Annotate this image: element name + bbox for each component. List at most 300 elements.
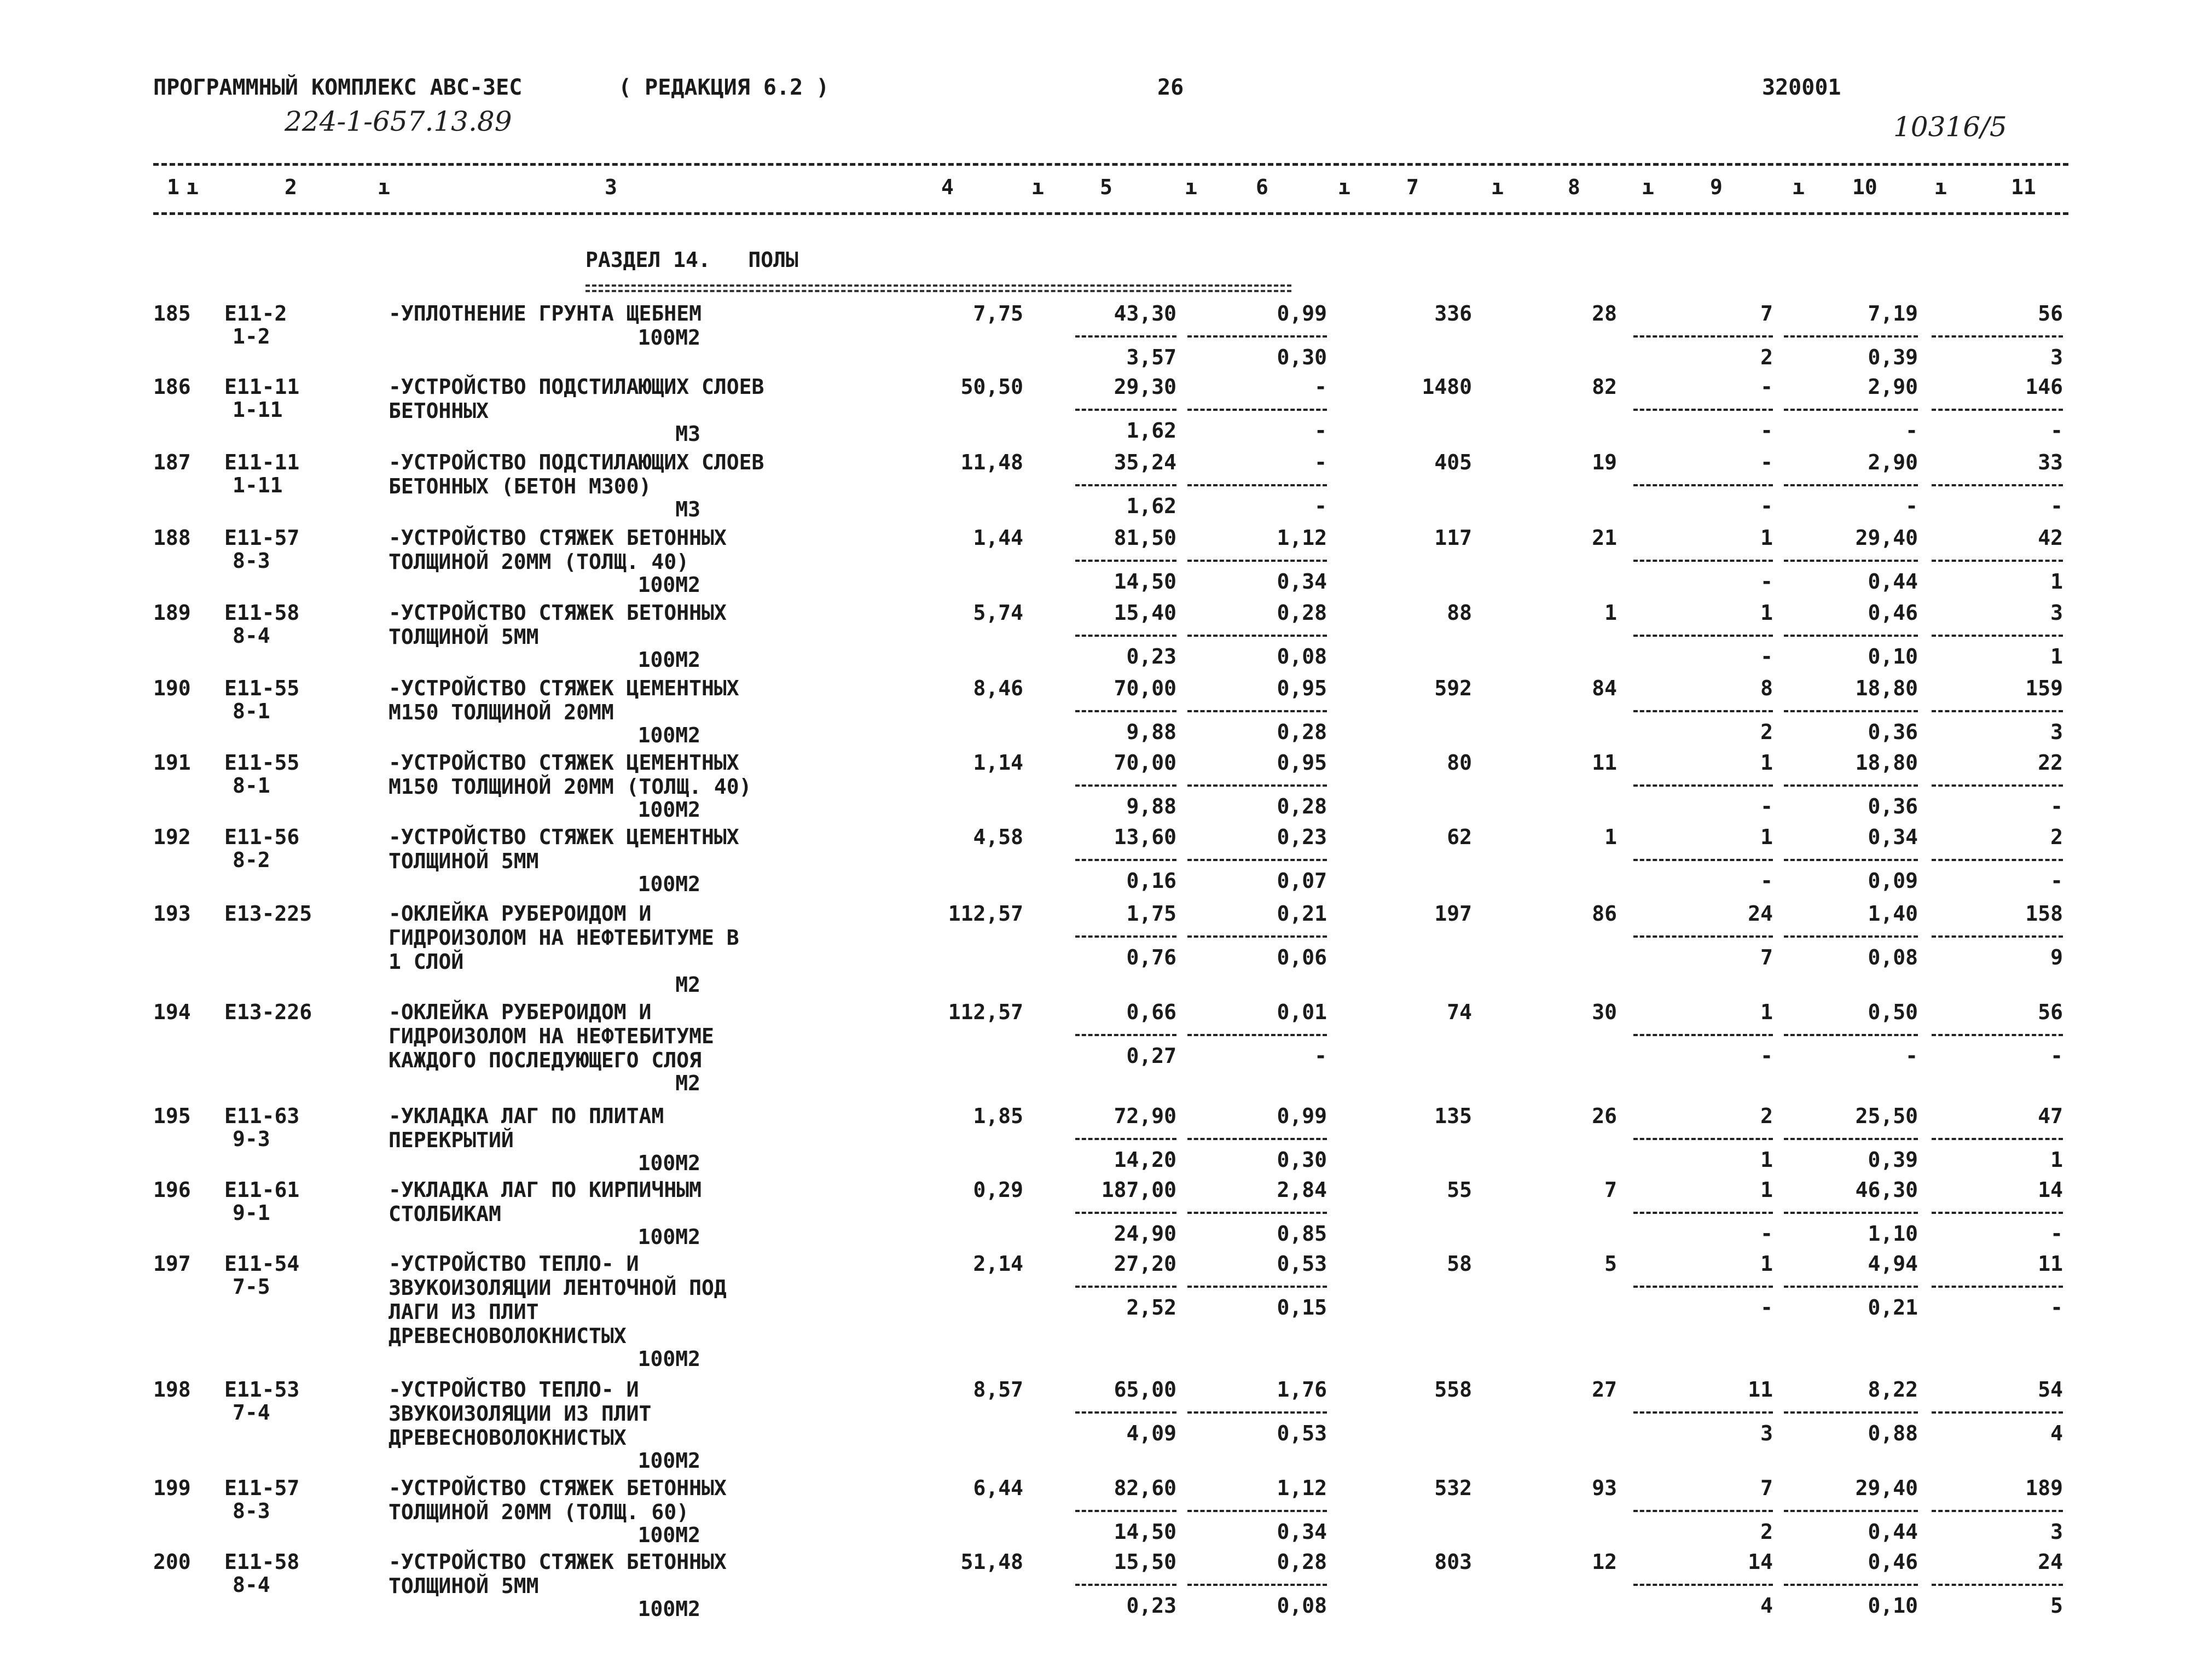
quantity-value: 1,44: [973, 526, 1023, 550]
edition-label: ( РЕДАКЦИЯ 6.2 ): [618, 75, 830, 100]
quantity-value: 8,46: [973, 676, 1023, 700]
machine-cost-value: 0,01: [1277, 1000, 1327, 1024]
col9-sub-value: -: [1760, 494, 1773, 518]
unit-of-measure: 100М2: [637, 573, 700, 597]
machine-wage-value: 0,15: [1277, 1295, 1327, 1319]
col11-sub-value: 1: [2050, 1148, 2063, 1172]
quantity-value: 50,50: [960, 375, 1023, 399]
machine-cost-value: 0,28: [1277, 1550, 1327, 1574]
handwritten-project-number: 224-1-657.13.89: [285, 106, 512, 137]
machine-cost-value: 0,95: [1277, 751, 1327, 775]
norm-subcode: 9-3: [233, 1127, 270, 1151]
col11-value: 146: [2025, 375, 2063, 399]
column-divider: ı: [378, 175, 390, 199]
unit-of-measure: М3: [675, 497, 700, 521]
unit-cost-value: 27,20: [1114, 1252, 1176, 1276]
col10-value: 2,90: [1868, 375, 1918, 399]
row-number: 188: [153, 526, 191, 550]
work-description: ГИДРОИЗОЛОМ НА НЕФТЕБИТУМЕ: [389, 1024, 714, 1048]
unit-cost-value: 35,24: [1114, 450, 1176, 474]
col10-value: 7,19: [1868, 301, 1918, 325]
total-cost-value: 117: [1434, 526, 1472, 550]
col9-value: 2: [1760, 1104, 1773, 1128]
unit-wage-value: 0,27: [1126, 1044, 1176, 1068]
work-description: ДРЕВЕСНОВОЛОКНИСТЫХ: [389, 1324, 627, 1348]
unit-wage-value: 0,23: [1126, 644, 1176, 668]
col9-separator: [1633, 409, 1773, 411]
col10-separator: [1784, 335, 1918, 338]
col9-separator: [1633, 710, 1773, 712]
norm-code: Е11-55: [224, 751, 300, 775]
unit-cost-value: 70,00: [1114, 676, 1176, 700]
machine-wage-value: -: [1314, 418, 1327, 443]
col11-value: 47: [2038, 1104, 2063, 1128]
col10-separator: [1784, 1411, 1918, 1414]
col11-separator: [1932, 409, 2063, 411]
unit-wage-value: 4,09: [1126, 1421, 1176, 1445]
norm-code: Е11-11: [224, 450, 300, 474]
unit-wage-value: 0,23: [1126, 1594, 1176, 1618]
col10-sub-value: -: [1905, 494, 1918, 518]
col9-sub-value: -: [1760, 869, 1773, 893]
col11-separator: [1932, 784, 2063, 787]
col5-separator: [1075, 1411, 1176, 1414]
col11-value: 22: [2038, 751, 2063, 775]
col5-separator: [1075, 335, 1176, 338]
column-header-4: 4: [941, 175, 954, 199]
unit-of-measure: М2: [675, 1071, 700, 1095]
col11-separator: [1932, 560, 2063, 562]
quantity-value: 4,58: [973, 825, 1023, 849]
col5-separator: [1075, 1034, 1176, 1036]
row-number: 196: [153, 1178, 191, 1202]
total-cost-value: 74: [1447, 1000, 1472, 1024]
col8-value: 93: [1592, 1476, 1617, 1500]
unit-cost-value: 70,00: [1114, 751, 1176, 775]
work-description: БЕТОННЫХ (БЕТОН М300): [389, 474, 652, 498]
machine-cost-value: 0,23: [1277, 825, 1327, 849]
handwritten-sheet-number: 10316/5: [1893, 111, 2007, 143]
row-number: 187: [153, 450, 191, 474]
col11-value: 54: [2038, 1377, 2063, 1402]
machine-wage-value: 0,34: [1277, 569, 1327, 594]
work-description: -УСТРОЙСТВО СТЯЖЕК БЕТОННЫХ: [389, 1476, 727, 1500]
col10-sub-value: 0,39: [1868, 1148, 1918, 1172]
work-description: -УКЛАДКА ЛАГ ПО ПЛИТАМ: [389, 1104, 664, 1128]
col8-value: 26: [1592, 1104, 1617, 1128]
row-number: 193: [153, 902, 191, 926]
work-description: -УСТРОЙСТВО ПОДСТИЛАЮЩИХ СЛОЕВ: [389, 450, 764, 474]
col11-sub-value: 1: [2050, 569, 2063, 594]
column-header-6: 6: [1256, 175, 1268, 199]
col10-separator: [1784, 935, 1918, 938]
col8-value: 84: [1592, 676, 1617, 700]
unit-wage-value: 9,88: [1126, 794, 1176, 818]
col11-sub-value: -: [2050, 794, 2063, 818]
col10-value: 46,30: [1855, 1178, 1918, 1202]
col11-value: 158: [2025, 902, 2063, 926]
col10-sub-value: -: [1905, 418, 1918, 443]
col11-sub-value: -: [2050, 1295, 2063, 1319]
col5-separator: [1075, 1212, 1176, 1214]
section-double-rule-2: [586, 290, 1291, 292]
col10-sub-value: 0,36: [1868, 720, 1918, 744]
header-top-rule: [153, 163, 2068, 166]
norm-code: Е11-54: [224, 1252, 300, 1276]
unit-wage-value: 9,88: [1126, 720, 1176, 744]
work-description: -УКЛАДКА ЛАГ ПО КИРПИЧНЫМ: [389, 1178, 702, 1202]
row-number: 191: [153, 751, 191, 775]
col9-separator: [1633, 560, 1773, 562]
col5-separator: [1075, 710, 1176, 712]
col11-separator: [1932, 1034, 2063, 1036]
col10-value: 29,40: [1855, 526, 1918, 550]
norm-subcode: 8-1: [233, 774, 270, 798]
col9-sub-value: 4: [1760, 1594, 1773, 1618]
col9-value: 1: [1760, 751, 1773, 775]
unit-of-measure: 100М2: [637, 1347, 700, 1371]
col10-separator: [1784, 859, 1918, 861]
page-number: 26: [1157, 75, 1184, 100]
col6-separator: [1187, 784, 1327, 787]
norm-subcode: 8-3: [233, 1499, 270, 1523]
machine-cost-value: 0,28: [1277, 601, 1327, 625]
col5-separator: [1075, 635, 1176, 637]
col10-separator: [1784, 1510, 1918, 1512]
machine-cost-value: -: [1314, 375, 1327, 399]
column-divider: ı: [1338, 175, 1350, 199]
col11-sub-value: 5: [2050, 1594, 2063, 1618]
column-divider: ı: [1934, 175, 1947, 199]
row-number: 189: [153, 601, 191, 625]
machine-cost-value: 0,99: [1277, 301, 1327, 325]
row-number: 186: [153, 375, 191, 399]
col11-separator: [1932, 484, 2063, 486]
col11-sub-value: 1: [2050, 644, 2063, 668]
col11-sub-value: 3: [2050, 1520, 2063, 1544]
col10-sub-value: 0,88: [1868, 1421, 1918, 1445]
machine-wage-value: 0,08: [1277, 644, 1327, 668]
column-header-1: 1: [167, 175, 179, 199]
unit-of-measure: М2: [675, 973, 700, 997]
work-description: ЛАГИ ИЗ ПЛИТ: [389, 1300, 539, 1324]
unit-of-measure: 100М2: [637, 325, 700, 350]
col9-value: 8: [1760, 676, 1773, 700]
column-divider: ı: [1491, 175, 1504, 199]
unit-of-measure: М3: [675, 422, 700, 446]
work-description: -УСТРОЙСТВО ТЕПЛО- И: [389, 1252, 639, 1276]
norm-subcode: 9-1: [233, 1201, 270, 1225]
unit-cost-value: 29,30: [1114, 375, 1176, 399]
unit-cost-value: 1,75: [1126, 902, 1176, 926]
unit-of-measure: 100М2: [637, 1151, 700, 1175]
document-code: 320001: [1762, 75, 1841, 100]
col9-separator: [1633, 935, 1773, 938]
norm-code: Е11-58: [224, 1550, 300, 1574]
col6-separator: [1187, 1212, 1327, 1214]
total-cost-value: 135: [1434, 1104, 1472, 1128]
col10-sub-value: 0,10: [1868, 1594, 1918, 1618]
col9-value: 7: [1760, 1476, 1773, 1500]
unit-cost-value: 65,00: [1114, 1377, 1176, 1402]
col11-value: 11: [2038, 1252, 2063, 1276]
quantity-value: 1,14: [973, 751, 1023, 775]
col10-separator: [1784, 635, 1918, 637]
col5-separator: [1075, 784, 1176, 787]
col10-sub-value: 0,44: [1868, 569, 1918, 594]
norm-code: Е13-225: [224, 902, 312, 926]
col9-sub-value: -: [1760, 418, 1773, 443]
col8-value: 12: [1592, 1550, 1617, 1574]
total-cost-value: 336: [1434, 301, 1472, 325]
norm-subcode: 8-4: [233, 1573, 270, 1597]
col6-separator: [1187, 1286, 1327, 1288]
col11-sub-value: -: [2050, 869, 2063, 893]
section-double-rule: [586, 284, 1291, 287]
column-header-9: 9: [1710, 175, 1723, 199]
work-description: ЗВУКОИЗОЛЯЦИИ ЛЕНТОЧНОЙ ПОД: [389, 1276, 727, 1300]
machine-wage-value: 0,06: [1277, 945, 1327, 969]
header-bottom-rule: [153, 212, 2068, 215]
work-description: -ОКЛЕЙКА РУБЕРОИДОМ И: [389, 902, 652, 926]
machine-wage-value: 0,08: [1277, 1594, 1327, 1618]
col9-value: -: [1760, 450, 1773, 474]
col9-separator: [1633, 1510, 1773, 1512]
col8-value: 86: [1592, 902, 1617, 926]
unit-wage-value: 2,52: [1126, 1295, 1176, 1319]
row-number: 192: [153, 825, 191, 849]
machine-wage-value: -: [1314, 494, 1327, 518]
norm-code: Е11-58: [224, 601, 300, 625]
norm-code: Е11-11: [224, 375, 300, 399]
machine-cost-value: 1,76: [1277, 1377, 1327, 1402]
col8-value: 5: [1604, 1252, 1617, 1276]
work-description: 1 СЛОЙ: [389, 950, 464, 974]
col11-value: 2: [2050, 825, 2063, 849]
col9-value: 24: [1748, 902, 1773, 926]
norm-code: Е11-55: [224, 676, 300, 700]
machine-cost-value: 0,99: [1277, 1104, 1327, 1128]
col6-separator: [1187, 1584, 1327, 1586]
work-description: -УСТРОЙСТВО СТЯЖЕК БЕТОННЫХ: [389, 526, 727, 550]
unit-wage-value: 24,90: [1114, 1222, 1176, 1246]
col6-separator: [1187, 1138, 1327, 1140]
work-description: -УСТРОЙСТВО СТЯЖЕК ЦЕМЕНТНЫХ: [389, 751, 739, 775]
unit-wage-value: 1,62: [1126, 418, 1176, 443]
col11-sub-value: -: [2050, 1044, 2063, 1068]
col9-value: 1: [1760, 1252, 1773, 1276]
column-divider: ı: [1642, 175, 1654, 199]
col11-separator: [1932, 1584, 2063, 1586]
col11-value: 24: [2038, 1550, 2063, 1574]
col11-value: 14: [2038, 1178, 2063, 1202]
unit-cost-value: 15,40: [1114, 601, 1176, 625]
col6-separator: [1187, 484, 1327, 486]
work-description: ПЕРЕКРЫТИЙ: [389, 1128, 514, 1152]
quantity-value: 5,74: [973, 601, 1023, 625]
work-description: СТОЛБИКАМ: [389, 1202, 501, 1226]
column-divider: ı: [1185, 175, 1197, 199]
row-number: 200: [153, 1550, 191, 1574]
total-cost-value: 405: [1434, 450, 1472, 474]
col9-separator: [1633, 1584, 1773, 1586]
column-divider: ı: [186, 175, 199, 199]
col8-value: 30: [1592, 1000, 1617, 1024]
total-cost-value: 80: [1447, 751, 1472, 775]
col8-value: 21: [1592, 526, 1617, 550]
quantity-value: 51,48: [960, 1550, 1023, 1574]
col10-sub-value: 0,09: [1868, 869, 1918, 893]
unit-cost-value: 0,66: [1126, 1000, 1176, 1024]
quantity-value: 7,75: [973, 301, 1023, 325]
col10-separator: [1784, 1584, 1918, 1586]
unit-wage-value: 14,20: [1114, 1148, 1176, 1172]
unit-cost-value: 43,30: [1114, 301, 1176, 325]
work-description: ТОЛЩИНОЙ 20ММ (ТОЛЩ. 40): [389, 550, 689, 574]
norm-subcode: 1-11: [233, 473, 283, 497]
work-description: КАЖДОГО ПОСЛЕДУЮЩЕГО СЛОЯ: [389, 1048, 702, 1072]
col11-sub-value: 9: [2050, 945, 2063, 969]
norm-subcode: 7-5: [233, 1275, 270, 1299]
unit-of-measure: 100М2: [637, 1597, 700, 1621]
norm-subcode: 8-4: [233, 624, 270, 648]
unit-cost-value: 15,50: [1114, 1550, 1176, 1574]
col11-separator: [1932, 859, 2063, 861]
col11-separator: [1932, 635, 2063, 637]
col9-sub-value: -: [1760, 794, 1773, 818]
col10-separator: [1784, 1286, 1918, 1288]
work-description: ГИДРОИЗОЛОМ НА НЕФТЕБИТУМЕ В: [389, 926, 739, 950]
col10-separator: [1784, 1138, 1918, 1140]
unit-of-measure: 100М2: [637, 723, 700, 747]
col6-separator: [1187, 935, 1327, 938]
quantity-value: 112,57: [948, 1000, 1023, 1024]
col9-sub-value: 3: [1760, 1421, 1773, 1445]
col9-value: 11: [1748, 1377, 1773, 1402]
col9-sub-value: 1: [1760, 1148, 1773, 1172]
machine-wage-value: 0,85: [1277, 1222, 1327, 1246]
col8-value: 27: [1592, 1377, 1617, 1402]
row-number: 195: [153, 1104, 191, 1128]
column-header-10: 10: [1852, 175, 1877, 199]
unit-of-measure: 100М2: [637, 1225, 700, 1249]
col11-value: 3: [2050, 601, 2063, 625]
col10-value: 29,40: [1855, 1476, 1918, 1500]
unit-wage-value: 14,50: [1114, 1520, 1176, 1544]
quantity-value: 8,57: [973, 1377, 1023, 1402]
unit-wage-value: 1,62: [1126, 494, 1176, 518]
quantity-value: 6,44: [973, 1476, 1023, 1500]
col9-separator: [1633, 1411, 1773, 1414]
col9-sub-value: -: [1760, 1222, 1773, 1246]
col9-sub-value: 2: [1760, 345, 1773, 369]
norm-code: Е11-53: [224, 1377, 300, 1402]
unit-wage-value: 3,57: [1126, 345, 1176, 369]
work-description: -УСТРОЙСТВО ПОДСТИЛАЮЩИХ СЛОЕВ: [389, 375, 764, 399]
norm-subcode: 1-2: [233, 324, 270, 348]
col10-separator: [1784, 560, 1918, 562]
total-cost-value: 532: [1434, 1476, 1472, 1500]
unit-of-measure: 100М2: [637, 798, 700, 822]
quantity-value: 1,85: [973, 1104, 1023, 1128]
work-description: -УСТРОЙСТВО СТЯЖЕК БЕТОННЫХ: [389, 601, 727, 625]
col9-separator: [1633, 859, 1773, 861]
col10-value: 0,50: [1868, 1000, 1918, 1024]
column-header-3: 3: [605, 175, 617, 199]
norm-code: Е11-57: [224, 1476, 300, 1500]
col9-value: 1: [1760, 1000, 1773, 1024]
col9-separator: [1633, 1212, 1773, 1214]
work-description: М150 ТОЛЩИНОЙ 20ММ: [389, 700, 614, 724]
column-divider: ı: [1031, 175, 1044, 199]
col8-value: 28: [1592, 301, 1617, 325]
total-cost-value: 558: [1434, 1377, 1472, 1402]
col9-sub-value: -: [1760, 1295, 1773, 1319]
col11-sub-value: -: [2050, 418, 2063, 443]
col6-separator: [1187, 335, 1327, 338]
column-header-8: 8: [1568, 175, 1580, 199]
col11-sub-value: -: [2050, 494, 2063, 518]
col11-separator: [1932, 1411, 2063, 1414]
col9-separator: [1633, 1034, 1773, 1036]
column-header-11: 11: [2011, 175, 2036, 199]
work-description: -УСТРОЙСТВО СТЯЖЕК БЕТОННЫХ: [389, 1550, 727, 1574]
machine-wage-value: 0,30: [1277, 345, 1327, 369]
col9-separator: [1633, 784, 1773, 787]
total-cost-value: 55: [1447, 1178, 1472, 1202]
col5-separator: [1075, 1584, 1176, 1586]
col10-separator: [1784, 409, 1918, 411]
col10-sub-value: 0,08: [1868, 945, 1918, 969]
col5-separator: [1075, 1510, 1176, 1512]
col9-value: 1: [1760, 1178, 1773, 1202]
norm-code: Е13-226: [224, 1000, 312, 1024]
machine-cost-value: 0,95: [1277, 676, 1327, 700]
col9-value: -: [1760, 375, 1773, 399]
work-description: -УСТРОЙСТВО СТЯЖЕК ЦЕМЕНТНЫХ: [389, 825, 739, 849]
unit-wage-value: 0,76: [1126, 945, 1176, 969]
section-title: РАЗДЕЛ 14. ПОЛЫ: [586, 248, 798, 272]
col9-separator: [1633, 1138, 1773, 1140]
row-number: 198: [153, 1377, 191, 1402]
row-number: 190: [153, 676, 191, 700]
total-cost-value: 62: [1447, 825, 1472, 849]
row-number: 185: [153, 301, 191, 325]
col10-separator: [1784, 1034, 1918, 1036]
unit-cost-value: 13,60: [1114, 825, 1176, 849]
quantity-value: 11,48: [960, 450, 1023, 474]
col11-sub-value: 3: [2050, 345, 2063, 369]
col11-value: 56: [2038, 301, 2063, 325]
col10-sub-value: 0,44: [1868, 1520, 1918, 1544]
norm-subcode: 8-3: [233, 549, 270, 573]
col11-separator: [1932, 1510, 2063, 1512]
col10-separator: [1784, 484, 1918, 486]
col5-separator: [1075, 1138, 1176, 1140]
row-number: 194: [153, 1000, 191, 1024]
machine-cost-value: 2,84: [1277, 1178, 1327, 1202]
col11-separator: [1932, 935, 2063, 938]
col10-sub-value: 0,36: [1868, 794, 1918, 818]
column-header-7: 7: [1406, 175, 1419, 199]
col9-value: 14: [1748, 1550, 1773, 1574]
col9-separator: [1633, 1286, 1773, 1288]
work-description: -УПЛОТНЕНИЕ ГРУНТА ЩЕБНЕМ: [389, 301, 702, 325]
col11-value: 56: [2038, 1000, 2063, 1024]
work-description: БЕТОННЫХ: [389, 399, 489, 423]
norm-code: Е11-2: [224, 301, 287, 325]
col10-value: 18,80: [1855, 676, 1918, 700]
